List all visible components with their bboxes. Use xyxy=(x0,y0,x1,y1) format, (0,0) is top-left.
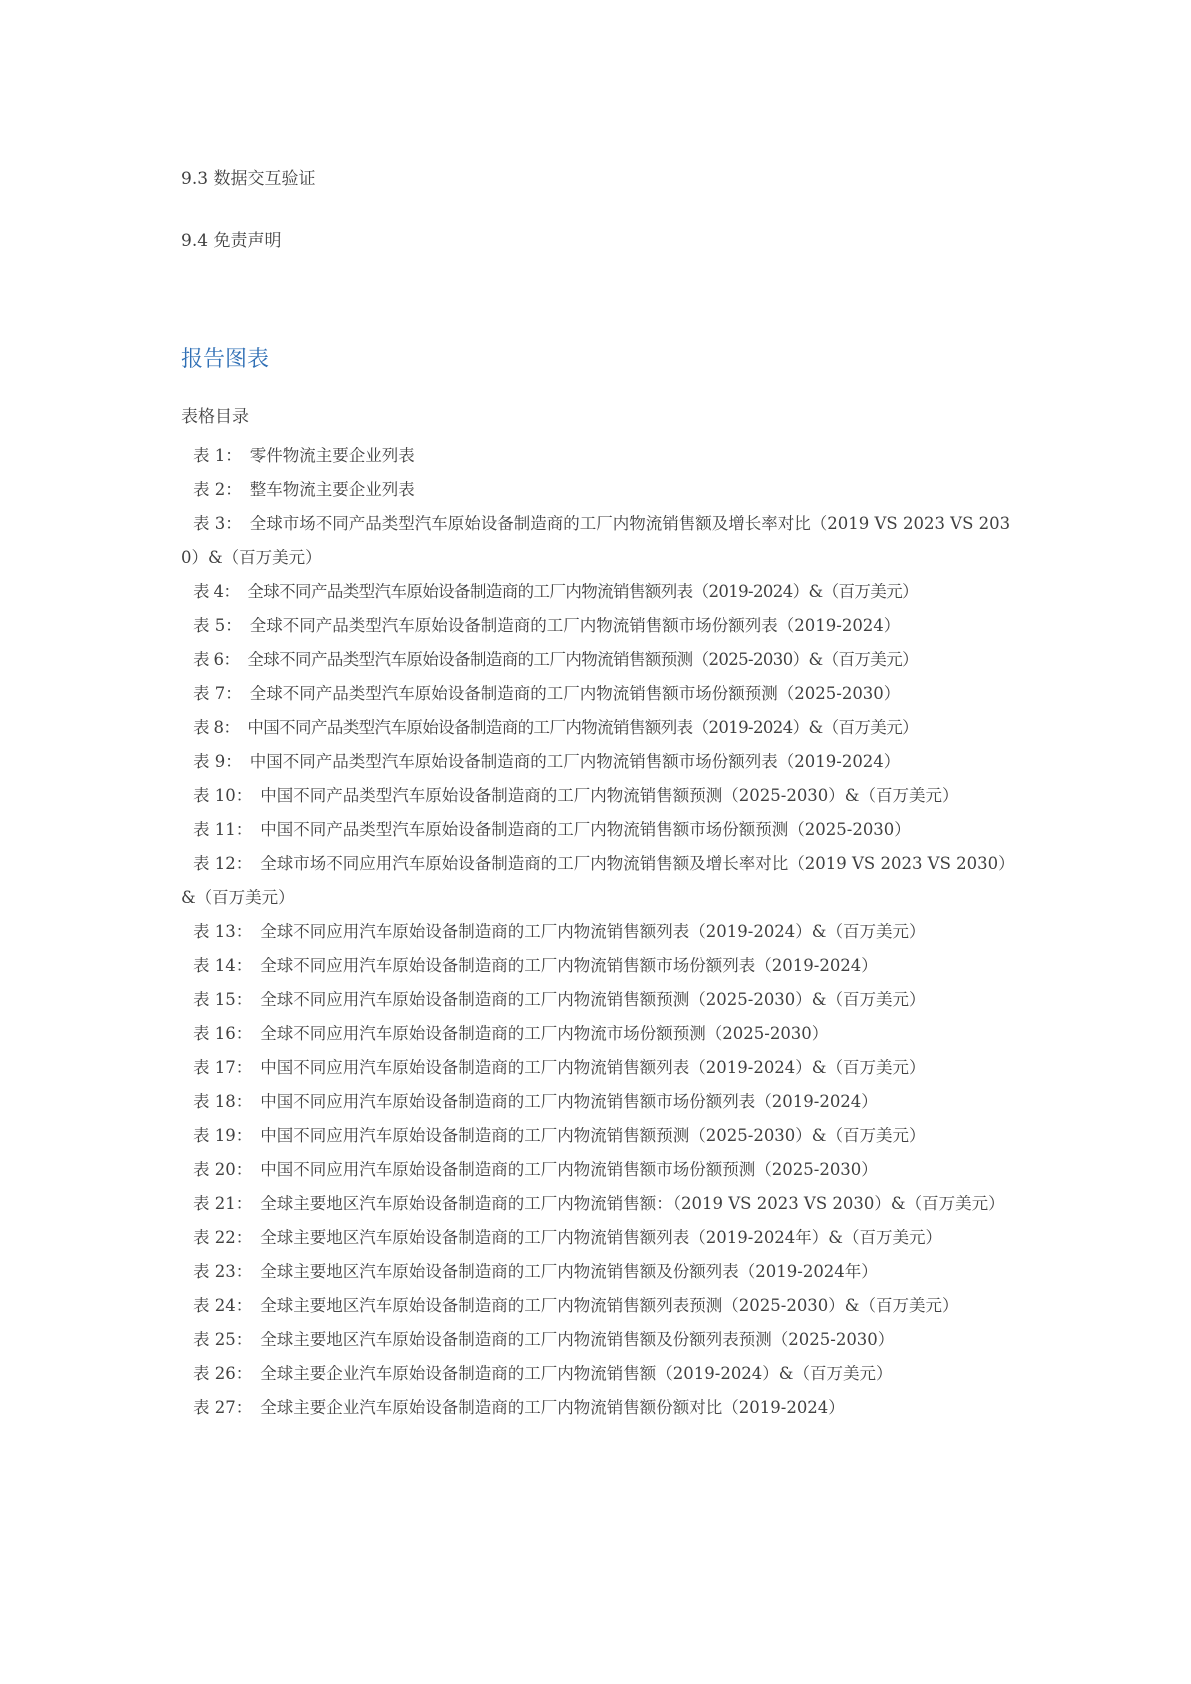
table-entry-label: 表 23： xyxy=(193,1262,253,1281)
table-entry-label: 表 4： xyxy=(193,582,240,601)
table-entry-text: 全球不同产品类型汽车原始设备制造商的工厂内物流销售额预测（2025-2030）&（百万美元） xyxy=(247,650,918,669)
table-entry-3[interactable] xyxy=(181,507,1021,575)
table-entry-label: 表 12： xyxy=(193,854,253,873)
table-entry-label: 表 18： xyxy=(193,1092,253,1111)
table-entry-26[interactable] xyxy=(181,1357,1021,1391)
table-entry-label: 表 24： xyxy=(193,1296,253,1315)
table-entry-9[interactable] xyxy=(181,745,1021,779)
table-entry-label: 表 20： xyxy=(193,1160,253,1179)
table-entry-27[interactable] xyxy=(181,1391,1021,1425)
table-entry-label: 表 3： xyxy=(193,514,242,533)
table-entry-text: 全球不同应用汽车原始设备制造商的工厂内物流销售额列表（2019-2024）&（百万美元） xyxy=(260,922,926,941)
table-entry-label: 表 27： xyxy=(193,1398,253,1417)
table-entry-10[interactable] xyxy=(181,779,1021,813)
table-entry-text: 全球不同应用汽车原始设备制造商的工厂内物流市场份额预测（2025-2030） xyxy=(260,1024,829,1043)
section-9-4: 9.4 免责声明 xyxy=(181,231,282,251)
table-entry-14[interactable] xyxy=(181,949,1021,983)
table-entry-label: 表 6： xyxy=(193,650,240,669)
table-entry-text: 中国不同应用汽车原始设备制造商的工厂内物流销售额市场份额列表（2019-2024） xyxy=(260,1092,878,1111)
table-entry-text: 中国不同应用汽车原始设备制造商的工厂内物流销售额预测（2025-2030）&（百万美元） xyxy=(260,1126,926,1145)
table-entry-label: 表 15： xyxy=(193,990,253,1009)
table-entry-text: 全球不同产品类型汽车原始设备制造商的工厂内物流销售额市场份额列表（2019-2024） xyxy=(249,616,901,635)
table-list xyxy=(181,439,1021,1425)
table-entry-text: 中国不同产品类型汽车原始设备制造商的工厂内物流销售额预测（2025-2030）&（百万美元） xyxy=(260,786,959,805)
table-entry-text: 全球主要地区汽车原始设备制造商的工厂内物流销售额及份额列表（2019-2024年） xyxy=(260,1262,878,1281)
table-entry-text: 中国不同应用汽车原始设备制造商的工厂内物流销售额市场份额预测（2025-2030） xyxy=(260,1160,878,1179)
table-entry-13[interactable] xyxy=(181,915,1021,949)
table-entry-text: 中国不同产品类型汽车原始设备制造商的工厂内物流销售额市场份额预测（2025-2030） xyxy=(260,820,911,839)
table-entry-text: 全球主要地区汽车原始设备制造商的工厂内物流销售额及份额列表预测（2025-2030） xyxy=(260,1330,895,1349)
table-entry-label: 表 7： xyxy=(193,684,242,703)
table-entry-label: 表 22： xyxy=(193,1228,253,1247)
table-entry-text: 全球不同产品类型汽车原始设备制造商的工厂内物流销售额列表（2019-2024）&（百万美元） xyxy=(247,582,918,601)
table-entry-21[interactable] xyxy=(181,1187,1021,1221)
table-entry-text: 中国不同产品类型汽车原始设备制造商的工厂内物流销售额列表（2019-2024）&（百万美元） xyxy=(247,718,918,737)
table-entry-text: 中国不同应用汽车原始设备制造商的工厂内物流销售额列表（2019-2024）&（百万美元） xyxy=(260,1058,926,1077)
table-entry-text: 整车物流主要企业列表 xyxy=(249,480,415,499)
table-entry-label: 表 2： xyxy=(193,480,242,499)
table-entry-25[interactable] xyxy=(181,1323,1021,1357)
table-entry-text: 全球主要企业汽车原始设备制造商的工厂内物流销售额（2019-2024）&（百万美元） xyxy=(260,1364,893,1383)
table-entry-11[interactable] xyxy=(181,813,1021,847)
table-entry-24[interactable] xyxy=(181,1289,1021,1323)
table-entry-8[interactable] xyxy=(181,711,1021,745)
table-entry-7[interactable] xyxy=(181,677,1021,711)
table-entry-label: 表 13： xyxy=(193,922,253,941)
table-entry-label: 表 19： xyxy=(193,1126,253,1145)
table-entry-text: 零件物流主要企业列表 xyxy=(249,446,415,465)
table-entry-12[interactable] xyxy=(181,847,1021,915)
table-entry-text: 全球不同应用汽车原始设备制造商的工厂内物流销售额市场份额列表（2019-2024） xyxy=(260,956,878,975)
table-entry-label: 表 10： xyxy=(193,786,253,805)
table-entry-18[interactable] xyxy=(181,1085,1021,1119)
table-entry-text: 全球不同产品类型汽车原始设备制造商的工厂内物流销售额市场份额预测（2025-2030） xyxy=(249,684,901,703)
table-of-contents-title: 表格目录 xyxy=(181,407,249,427)
table-entry-label: 表 11： xyxy=(193,820,253,839)
table-entry-16[interactable] xyxy=(181,1017,1021,1051)
table-entry-text: 全球主要地区汽车原始设备制造商的工厂内物流销售额列表（2019-2024年）&（百万美元） xyxy=(260,1228,942,1247)
table-entry-text: 全球主要地区汽车原始设备制造商的工厂内物流销售额：（2019 VS 2023 VS 2030）&（百万美元） xyxy=(260,1194,1005,1213)
report-charts-heading: 报告图表 xyxy=(181,347,270,372)
table-entry-22[interactable] xyxy=(181,1221,1021,1255)
table-entry-1[interactable] xyxy=(181,439,1021,473)
table-entry-text: 全球市场不同产品类型汽车原始设备制造商的工厂内物流销售额及增长率对比（2019 VS 2023 VS 2030）&（百万美元） xyxy=(181,514,1011,567)
table-entry-15[interactable] xyxy=(181,983,1021,1017)
table-entry-19[interactable] xyxy=(181,1119,1021,1153)
table-entry-label: 表 14： xyxy=(193,956,253,975)
table-entry-label: 表 26： xyxy=(193,1364,253,1383)
table-entry-label: 表 8： xyxy=(193,718,240,737)
table-entry-20[interactable] xyxy=(181,1153,1021,1187)
table-entry-label: 表 1： xyxy=(193,446,242,465)
table-entry-label: 表 21： xyxy=(193,1194,253,1213)
table-entry-label: 表 17： xyxy=(193,1058,253,1077)
table-entry-2[interactable] xyxy=(181,473,1021,507)
table-entry-text: 全球主要地区汽车原始设备制造商的工厂内物流销售额列表预测（2025-2030）&（百万美元） xyxy=(260,1296,959,1315)
table-entry-label: 表 16： xyxy=(193,1024,253,1043)
table-entry-text: 全球不同应用汽车原始设备制造商的工厂内物流销售额预测（2025-2030）&（百万美元） xyxy=(260,990,926,1009)
table-entry-text: 全球主要企业汽车原始设备制造商的工厂内物流销售额份额对比（2019-2024） xyxy=(260,1398,845,1417)
table-entry-label: 表 5： xyxy=(193,616,242,635)
table-entry-6[interactable] xyxy=(181,643,1021,677)
section-9-3: 9.3 数据交互验证 xyxy=(181,169,316,189)
table-entry-4[interactable] xyxy=(181,575,1021,609)
table-entry-label: 表 9： xyxy=(193,752,242,771)
table-entry-23[interactable] xyxy=(181,1255,1021,1289)
table-entry-text: 中国不同产品类型汽车原始设备制造商的工厂内物流销售额市场份额列表（2019-2024） xyxy=(249,752,901,771)
table-entry-17[interactable] xyxy=(181,1051,1021,1085)
table-entry-label: 表 25： xyxy=(193,1330,253,1349)
table-entry-text: 全球市场不同应用汽车原始设备制造商的工厂内物流销售额及增长率对比（2019 VS 2023 VS 2030）&（百万美元） xyxy=(181,854,1015,907)
table-entry-5[interactable] xyxy=(181,609,1021,643)
